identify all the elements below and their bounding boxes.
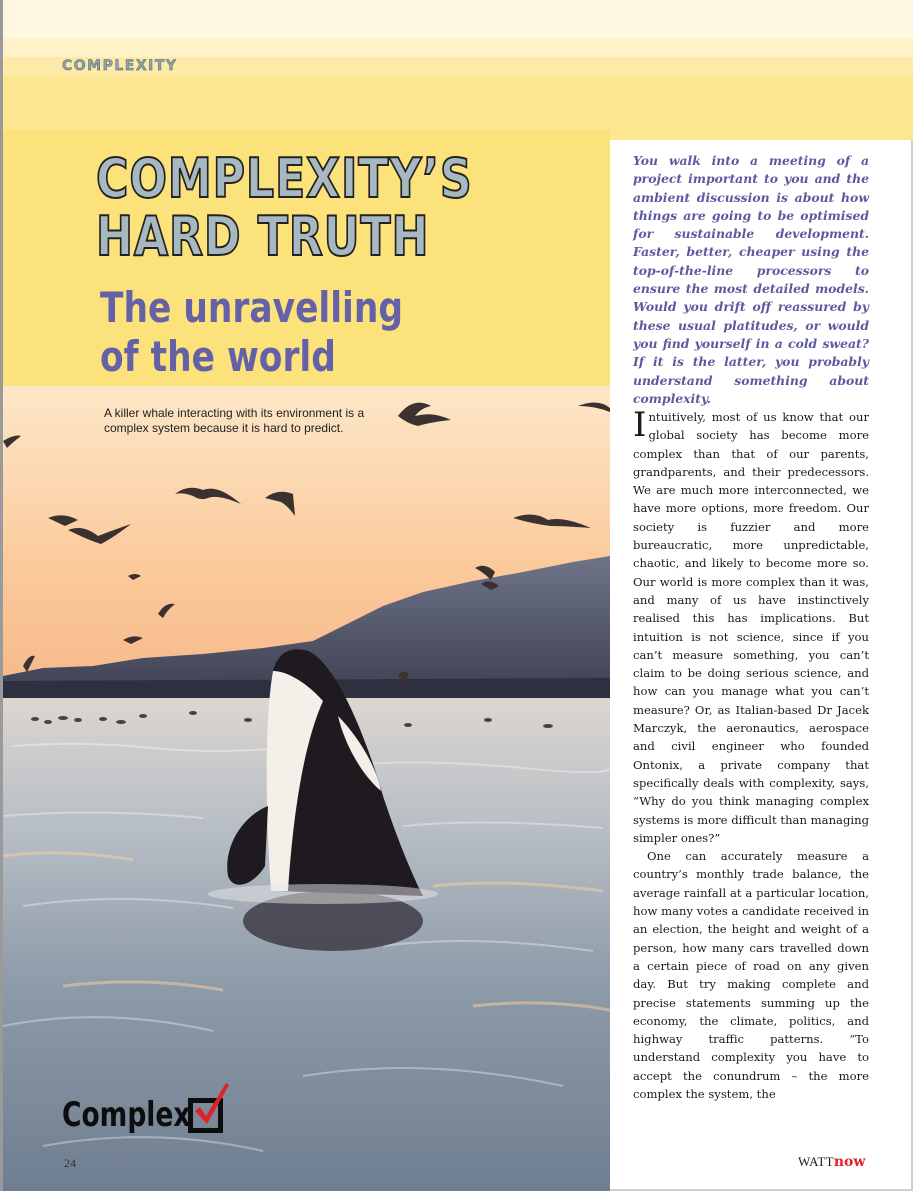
body-text — [633, 405, 869, 1103]
top-band — [3, 0, 913, 38]
check-mark-icon — [191, 1081, 231, 1126]
subhead-line-2: of the world — [100, 332, 336, 381]
subheadline — [100, 283, 403, 381]
intro-paragraph: You walk into a meeting of a project important to you and the ambient discussion is about how things are going to be optimised for sustainable development. Faster, better, cheaper using the top-of-the-line processors to ensure the most detailed models. Would you drift off reassured by these usual platitudes, or would you find yourself in a cold sweat? If it is the latter, you probably understand something about complexity. — [633, 153, 869, 406]
logo-now: now — [833, 1154, 866, 1170]
killer-whale-photo — [3, 386, 610, 1191]
headline-line-1: COMPLEXITY’S — [96, 147, 473, 210]
section-label: COMPLEXITY — [62, 58, 178, 74]
paragraph-text: ntuitively, most of us know that our global society has become more complex than that of our parents, grandparents, and their predecessors. We are much more interconnected, we have more options, more freedom. Our society is fuzzier and more bureaucratic, more unpredictable, chaotic, and likely to become more so. Our world is more complex than it was, and many of us have instinctively realised this has implications. But intuition is not science, since if you can’t measure something, you can’t claim to be doing serious science, and how can you manage what you can’t measure? Or, as Italian-based Dr Jacek Marczyk, the aeronautics, aerospace and civil engineer who founded Ontonix, a private company that specifically deals with complexity, says, “Why do you think managing complex systems is more difficult than managing simpler ones?” — [633, 410, 869, 845]
publication-logo — [798, 1154, 865, 1170]
logo-watt: WATT — [798, 1154, 834, 1169]
headline — [96, 147, 473, 268]
body-paragraph — [633, 405, 869, 847]
top-band — [3, 38, 913, 57]
photo-caption: A killer whale interacting with its environment is a complex system because it is hard to predict. — [104, 406, 365, 435]
checkbox — [188, 1098, 223, 1133]
complex-badge — [62, 1095, 223, 1135]
body-paragraph: One can accurately measure a country’s monthly trade balance, the average rainfall at a particular location, how many votes a candidate received in an election, the height and weight of a person, how many cars travelled down a certain piece of road on any given day. But try making complete and precise statements summing up the economy, the climate, politics, and highway traffic patterns. “To understand complexity you have to accept the conundrum – the more complex the system, the — [633, 849, 869, 1101]
page-number: 24 — [64, 1156, 76, 1170]
splash — [208, 884, 438, 904]
headline-line-2: HARD TRUTH — [96, 205, 430, 268]
photo-illustration — [3, 386, 610, 1191]
subhead-line-1: The unravelling — [100, 283, 404, 332]
drop-cap: I — [633, 405, 647, 445]
complex-label: Complex — [62, 1095, 191, 1135]
